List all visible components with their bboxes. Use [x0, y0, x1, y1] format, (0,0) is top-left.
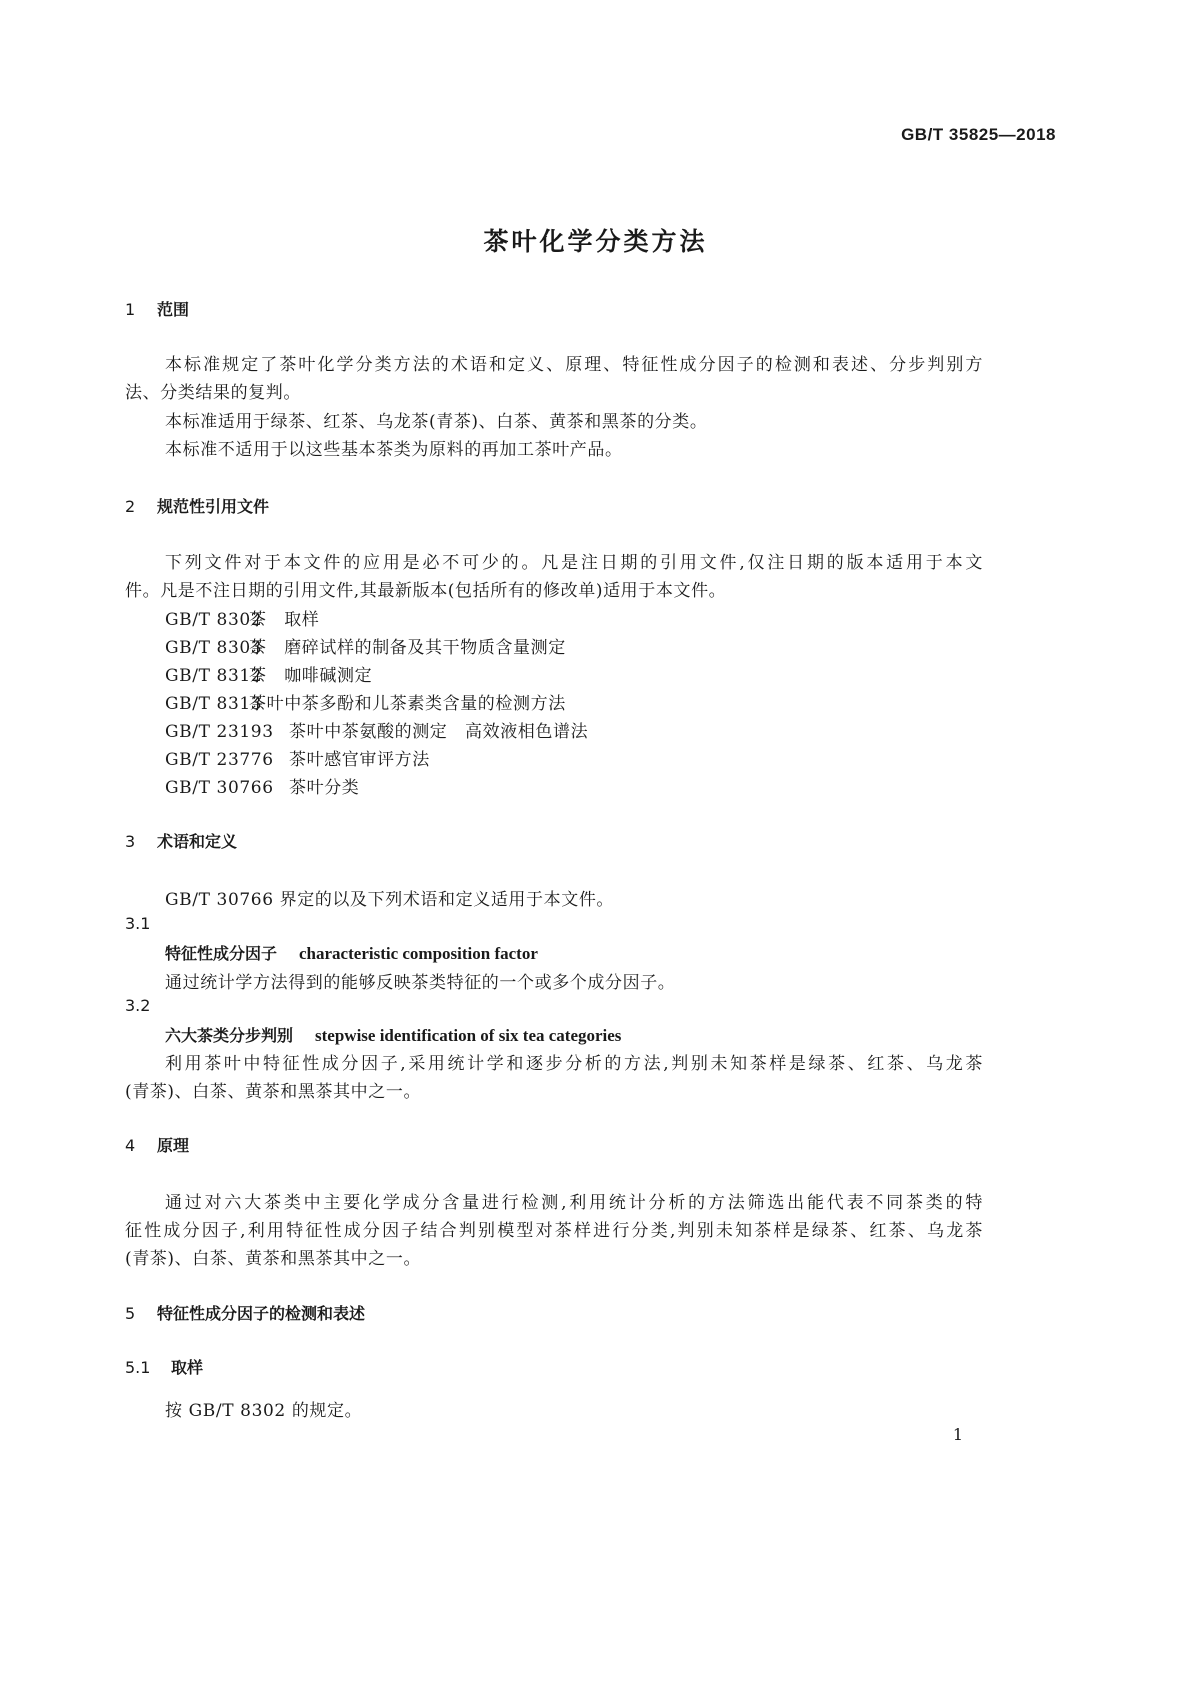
reference-title: 茶叶中茶氨酸的测定 高效液相色谱法: [289, 722, 589, 742]
paragraph: 按 GB/T 8302 的规定。: [165, 1401, 363, 1421]
term-definition: 利用茶叶中特征性成分因子,采用统计学和逐步分析的方法,判别未知茶样是绿茶、红茶、乌龙茶: [165, 1054, 983, 1074]
reference-title: 茶 咖啡碱测定: [249, 666, 373, 686]
paragraph: 下列文件对于本文件的应用是必不可少的。凡是注日期的引用文件,仅注日期的版本适用于本文: [165, 553, 983, 573]
paragraph-continuation: 征性成分因子,利用特征性成分因子结合判别模型对茶样进行分类,判别未知茶样是绿茶、红茶、乌龙茶: [125, 1221, 983, 1241]
reference-code: GB/T 30766: [165, 778, 274, 798]
term-number: 3.1: [125, 914, 151, 933]
paragraph: 本标准不适用于以这些基本茶类为原料的再加工茶叶产品。: [165, 440, 623, 460]
reference-code: GB/T 8312: [165, 666, 263, 686]
reference-title: 茶 磨碎试样的制备及其干物质含量测定: [249, 638, 566, 658]
section-5-heading: [125, 1301, 365, 1324]
reference-item: [165, 633, 566, 658]
paragraph: 本标准规定了茶叶化学分类方法的术语和定义、原理、特征性成分因子的检测和表述、分步判别方: [165, 355, 983, 375]
paragraph: 本标准适用于绿茶、红茶、乌龙茶(青茶)、白茶、黄茶和黑茶的分类。: [165, 412, 708, 432]
reference-code: GB/T 8303: [165, 638, 263, 658]
reference-item: [165, 605, 319, 630]
reference-title: 茶叶中茶多酚和儿茶素类含量的检测方法: [249, 694, 566, 714]
term-definition: 通过统计学方法得到的能够反映茶类特征的一个或多个成分因子。: [165, 973, 676, 993]
subsection-title: 取样: [171, 1358, 204, 1377]
section-title: 特征性成分因子的检测和表述: [157, 1304, 366, 1323]
reference-title: 茶叶感官审评方法: [289, 750, 430, 770]
reference-item: [165, 689, 566, 714]
reference-code: GB/T 8302: [165, 610, 263, 630]
paragraph-continuation: (青茶)、白茶、黄茶和黑茶其中之一。: [125, 1249, 422, 1269]
paragraph-continuation: 件。凡是不注日期的引用文件,其最新版本(包括所有的修改单)适用于本文件。: [125, 581, 727, 601]
term-number: 3.2: [125, 996, 151, 1015]
section-title: 规范性引用文件: [157, 497, 270, 516]
reference-item: [165, 773, 359, 798]
page-number: 1: [952, 1425, 963, 1444]
paragraph: 通过对六大茶类中主要化学成分含量进行检测,利用统计分析的方法筛选出能代表不同茶类的特: [165, 1193, 983, 1213]
subsection-5-1-heading: [125, 1355, 203, 1378]
term-heading: [165, 941, 538, 964]
reference-title: 茶叶分类: [289, 778, 360, 798]
section-title: 范围: [157, 300, 190, 319]
section-number: 3: [125, 832, 136, 851]
subsection-number: 5.1: [125, 1358, 151, 1377]
paragraph-continuation: 法、分类结果的复判。: [125, 383, 301, 403]
reference-code: GB/T 8313: [165, 694, 263, 714]
term-english: characteristic composition factor: [299, 944, 538, 963]
section-2-heading: [125, 494, 269, 517]
term-english: stepwise identification of six tea categories: [315, 1026, 622, 1045]
section-4-heading: [125, 1133, 189, 1156]
reference-item: [165, 745, 430, 770]
document-title: 茶叶化学分类方法: [483, 227, 708, 256]
reference-title: 茶 取样: [249, 610, 320, 630]
paragraph: GB/T 30766 界定的以及下列术语和定义适用于本文件。: [165, 890, 615, 910]
term-heading: [165, 1023, 621, 1046]
section-3-heading: [125, 829, 237, 852]
section-number: 5: [125, 1304, 136, 1323]
section-1-heading: [125, 297, 189, 320]
reference-item: [165, 717, 588, 742]
section-title: 术语和定义: [157, 832, 238, 851]
standard-number: GB/T 35825—2018: [901, 125, 1056, 144]
reference-code: GB/T 23193: [165, 722, 274, 742]
section-number: 4: [125, 1136, 136, 1155]
reference-item: [165, 661, 372, 686]
term-definition-continuation: (青茶)、白茶、黄茶和黑茶其中之一。: [125, 1082, 422, 1102]
term-chinese: 特征性成分因子: [165, 944, 278, 963]
section-title: 原理: [157, 1136, 190, 1155]
term-chinese: 六大茶类分步判别: [165, 1026, 294, 1045]
reference-code: GB/T 23776: [165, 750, 274, 770]
section-number: 2: [125, 497, 136, 516]
section-number: 1: [125, 300, 136, 319]
